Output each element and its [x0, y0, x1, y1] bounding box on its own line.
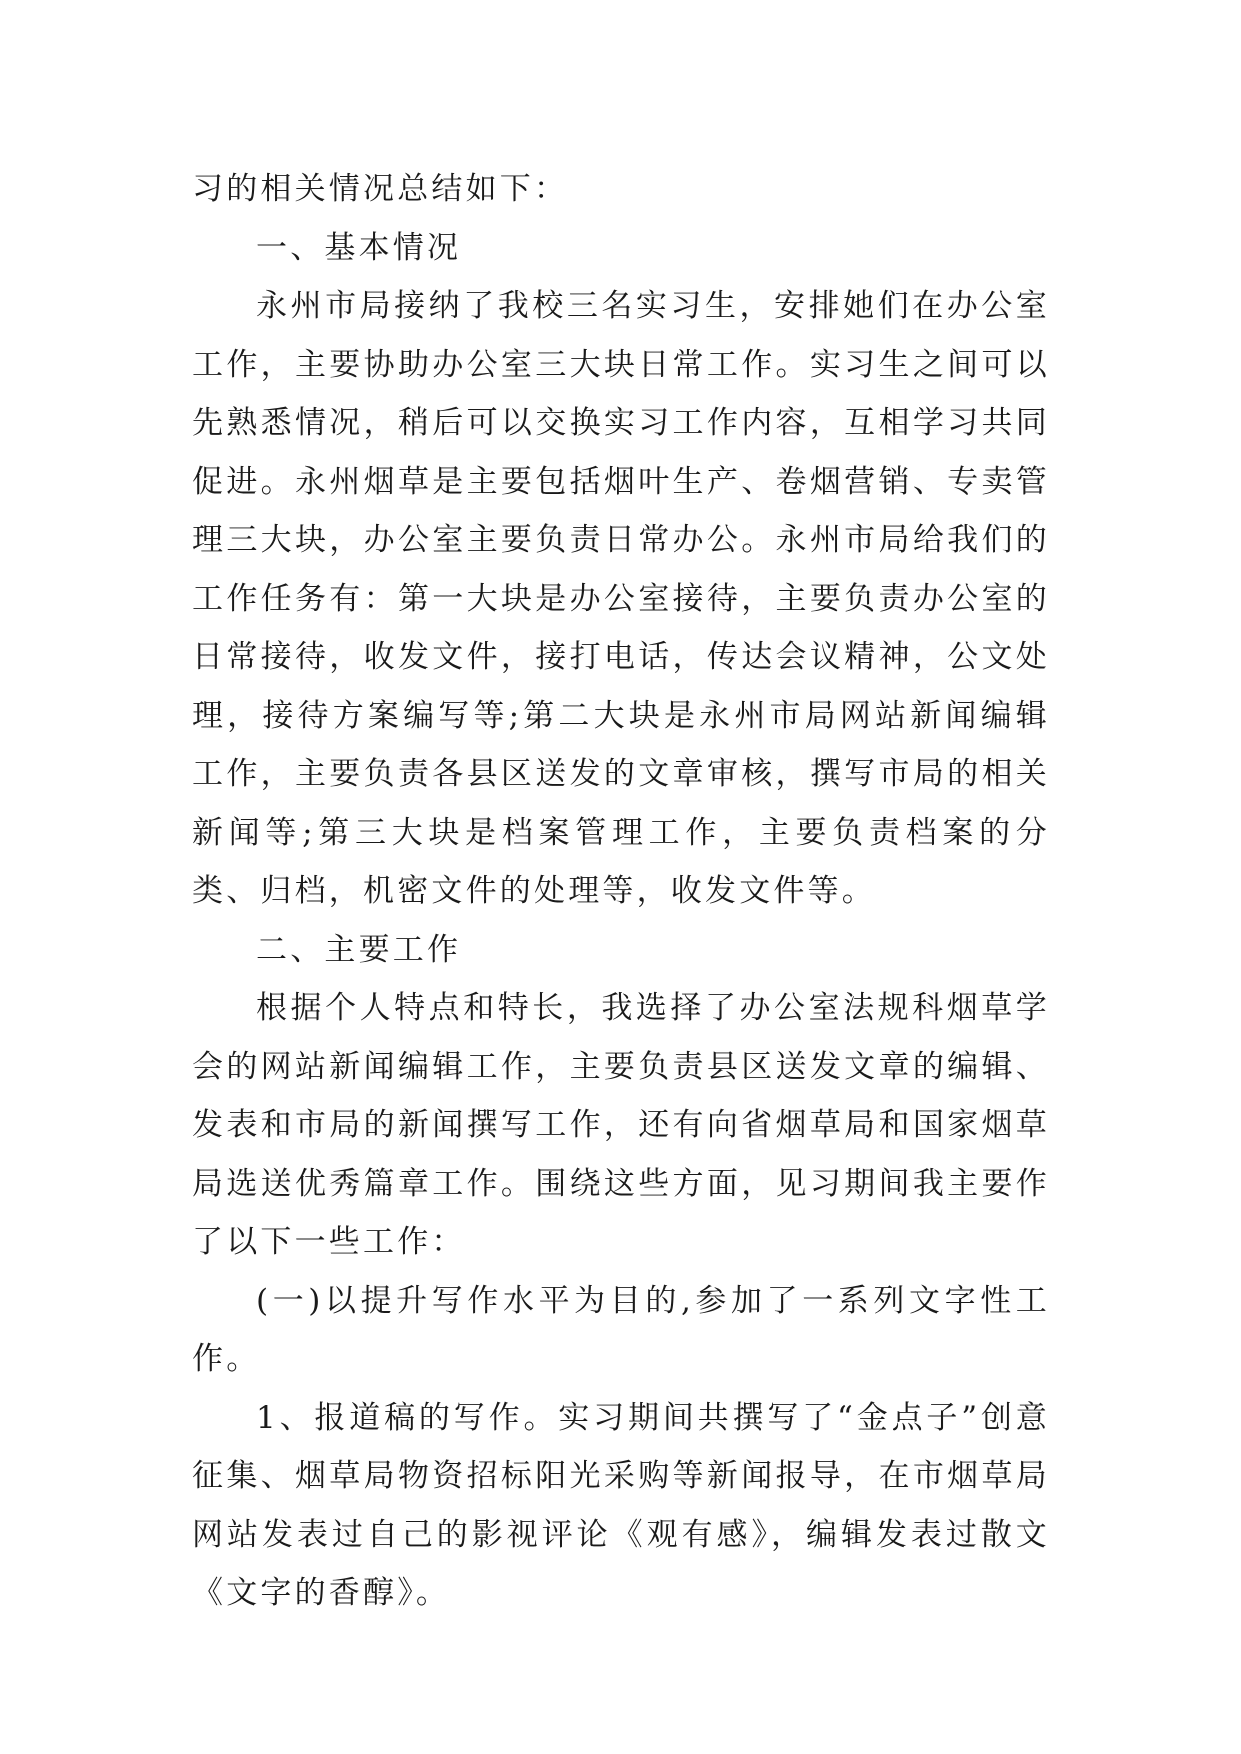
section-heading-main-work: 二、主要工作	[256, 931, 462, 968]
paragraph-subsection-one: (一)以提升写作水平为目的,参加了一系列文字性工作。	[192, 1282, 1050, 1377]
document-body	[192, 160, 1050, 1623]
paragraph-report-writing: 1、报道稿的写作。实习期间共撰写了“金点子”创意征集、烟草局物资招标阳光采购等新闻报导，在市烟草局网站发表过自己的影视评论《观有感》，编辑发表过散文《文字的香醇》。	[192, 1399, 1050, 1611]
paragraph-basic-situation: 永州市局接纳了我校三名实习生，安排她们在办公室工作，主要协助办公室三大块日常工作。实习生之间可以先熟悉情况，稍后可以交换实习工作内容，互相学习共同促进。永州烟草是主要包括烟叶生产、卷烟营销、专卖管理三大块，办公室主要负责日常办公。永州市局给我们的工作任务有：第一大块是办公室接待，主要负责办公室的日常接待，收发文件，接打电话，传达会议精神，公文处理，接待方案编写等;第二大块是永州市局网站新闻编辑工作，主要负责各县区送发的文章审核，撰写市局的相关新闻等;第三大块是档案管理工作，主要负责档案的分类、归档，机密文件的处理等，收发文件等。	[192, 288, 1050, 909]
section-heading-basic-situation: 一、基本情况	[256, 229, 462, 266]
paragraph-continuation: 习的相关情况总结如下：	[192, 171, 569, 207]
paragraph-main-work: 根据个人特点和特长，我选择了办公室法规科烟草学会的网站新闻编辑工作，主要负责县区送发文章的编辑、发表和市局的新闻撰写工作，还有向省烟草局和国家烟草局选送优秀篇章工作。围绕这些方面，见习期间我主要作了以下一些工作：	[192, 990, 1050, 1260]
